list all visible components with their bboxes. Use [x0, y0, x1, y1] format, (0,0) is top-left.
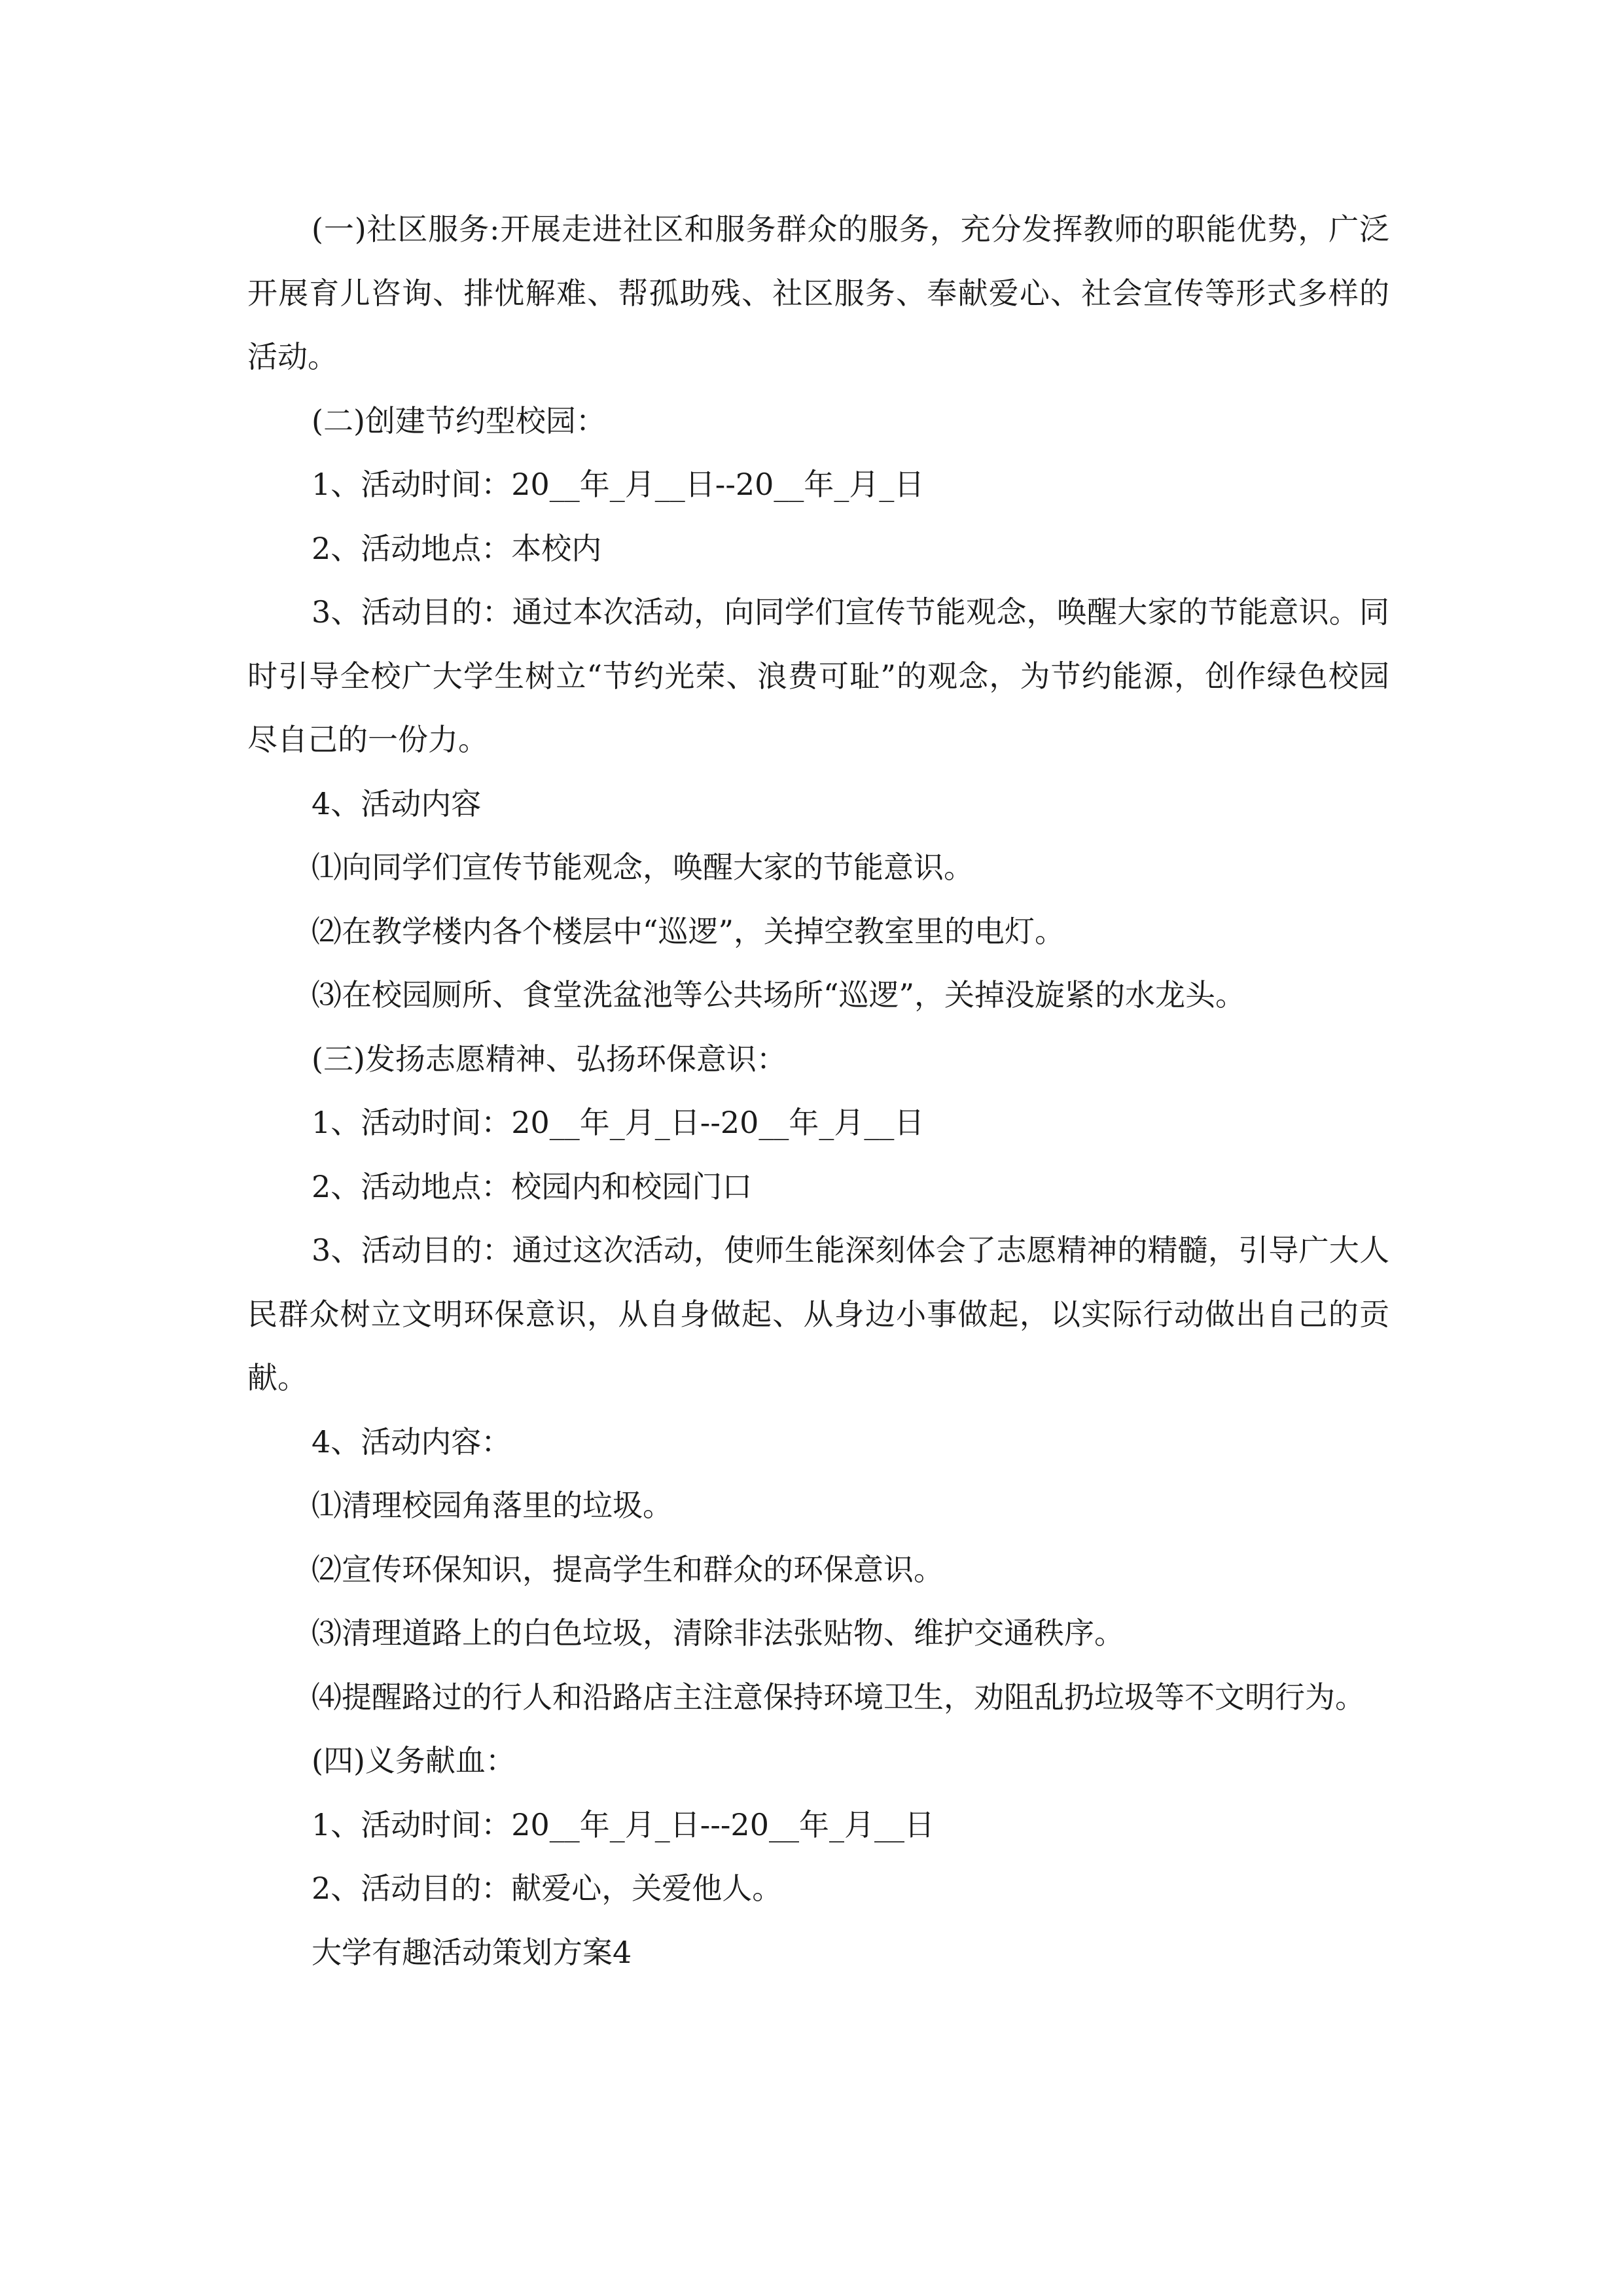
activity-content-item: ⑴清理校园角落里的垃圾。 [312, 1488, 673, 1523]
activity-content-item: ⑵宣传环保知识，提高学生和群众的环保意识。 [312, 1551, 944, 1587]
activity-content-heading: 4、活动内容 [312, 785, 482, 821]
activity-location: 2、活动地点：本校内 [312, 530, 602, 566]
heading-blood-donation: (四)义务献血： [312, 1743, 516, 1778]
activity-content-item: ⑶在校园厕所、食堂洗盆池等公共场所“巡逻”，关掉没旋紧的水龙头。 [312, 977, 1246, 1013]
activity-content-item: ⑴向同学们宣传节能观念，唤醒大家的节能意识。 [312, 850, 974, 885]
heading-volunteer-spirit: (三)发扬志愿精神、弘扬环保意识： [312, 1041, 787, 1077]
activity-purpose: 2、活动目的：献爱心，关爱他人。 [312, 1871, 783, 1906]
activity-content-item: ⑷提醒路过的行人和沿路店主注意保持环境卫生，劝阻乱扔垃圾等不文明行为。 [312, 1679, 1365, 1715]
activity-content-item: ⑶清理道路上的白色垃圾，清除非法张贴物、维护交通秩序。 [312, 1615, 1124, 1651]
heading-energy-saving-campus: (二)创建节约型校园： [312, 403, 606, 439]
activity-purpose: 3、活动目的：通过本次活动，向同学们宣传节能观念，唤醒大家的节能意识。同时引导全校广大学生树立“节约光荣、浪费可耻”的观念，为节约能源，创作绿色校园尽自己的一份力。 [247, 594, 1389, 757]
activity-content-heading: 4、活动内容： [312, 1424, 512, 1460]
activity-purpose: 3、活动目的：通过这次活动，使师生能深刻体会了志愿精神的精髓，引导广大人民群众树立文明环保意识，从自身做起、从身边小事做起，以实际行动做出自己的贡献。 [247, 1232, 1389, 1395]
activity-time: 1、活动时间：20__年_月_日---20__年_月__日 [312, 1806, 935, 1842]
section-title-plan-4: 大学有趣活动策划方案4 [312, 1934, 632, 1970]
document-body [247, 198, 1389, 1984]
activity-time: 1、活动时间：20__年_月__日--20__年_月_日 [312, 467, 925, 502]
activity-content-item: ⑵在教学楼内各个楼层中“巡逻”，关掉空教室里的电灯。 [312, 913, 1065, 949]
activity-time: 1、活动时间：20__年_月_日--20__年_月__日 [312, 1105, 925, 1140]
paragraph-community-service: (一)社区服务:开展走进社区和服务群众的服务，充分发挥教师的职能优势，广泛开展育儿咨询、排忧解难、帮孤助残、社区服务、奉献爱心、社会宣传等形式多样的活动。 [247, 211, 1389, 374]
activity-location: 2、活动地点：校园内和校园门口 [312, 1168, 753, 1204]
